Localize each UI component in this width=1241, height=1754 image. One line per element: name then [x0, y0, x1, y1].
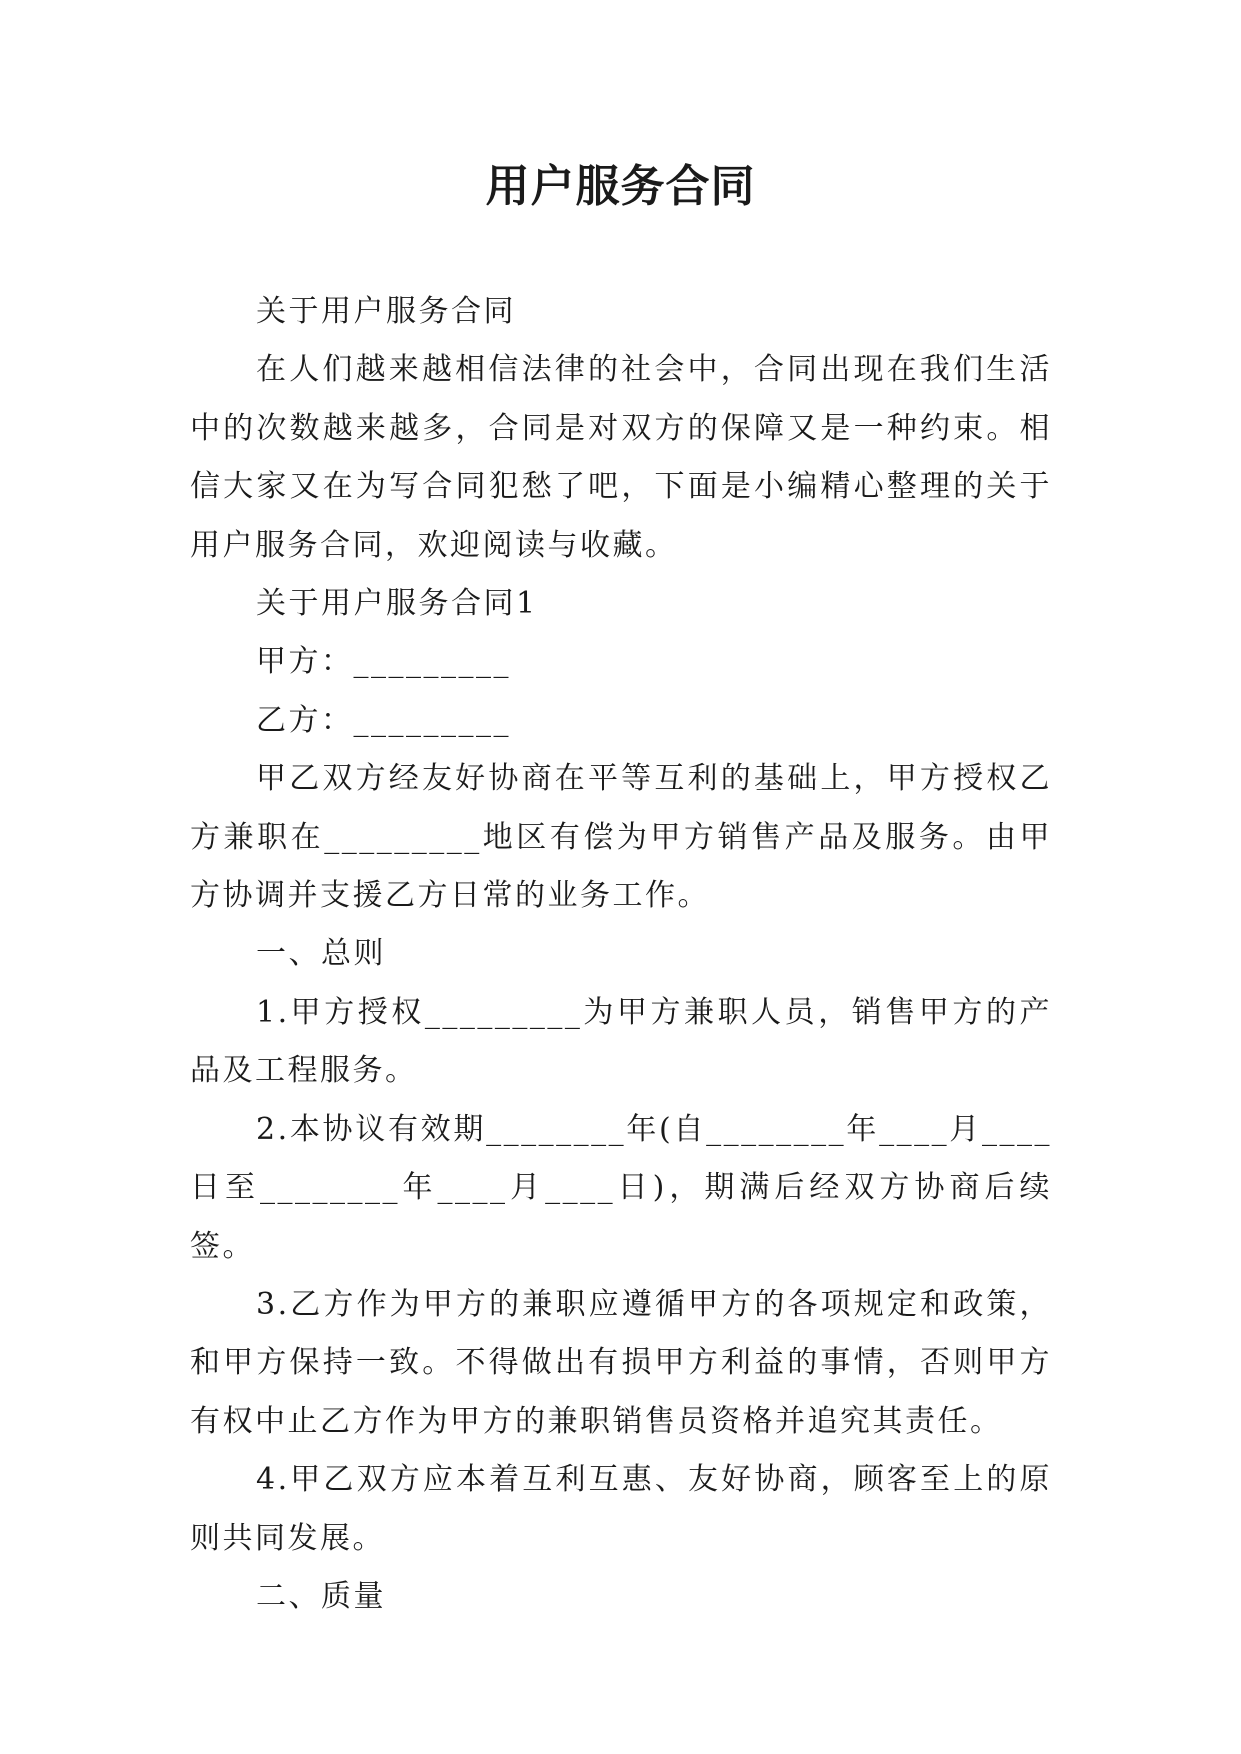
intro-heading: 关于用户服务合同 — [256, 294, 516, 329]
clause-3: 3.乙方作为甲方的兼职应遵循甲方的各项规定和政策，和甲方保持一致。不得做出有损甲方利益的事情，否则甲方有权中止乙方作为甲方的兼职销售员资格并追究其责任。 — [190, 1286, 1052, 1439]
section-general-heading: 一、总则 — [256, 936, 386, 972]
clause-1: 1.甲方授权_________为甲方兼职人员，销售甲方的产品及工程服务。 — [190, 994, 1052, 1089]
section-quality-heading: 二、质量 — [256, 1578, 386, 1614]
document-title: 用户服务合同 — [485, 161, 756, 212]
document-body — [190, 283, 1052, 1626]
preamble-paragraph: 甲乙双方经友好协商在平等互利的基础上，甲方授权乙方兼职在_________地区有偿为甲方销售产品及服务。由甲方协调并支援乙方日常的业务工作。 — [190, 761, 1052, 914]
clause-4: 4.甲乙双方应本着互利互惠、友好协商，顾客至上的原则共同发展。 — [190, 1462, 1052, 1556]
party-b-line: 乙方：_________ — [256, 702, 511, 738]
intro-paragraph: 在人们越来越相信法律的社会中，合同出现在我们生活中的次数越来越多，合同是对双方的保障又是一种约束。相信大家又在为写合同犯愁了吧，下面是小编精心整理的关于用户服务合同，欢迎阅读与收藏。 — [190, 352, 1052, 563]
clause-2: 2.本协议有效期________年(自________年____月____日至________年____月____日)，期满后经双方协商后续签。 — [190, 1111, 1052, 1264]
contract-heading: 关于用户服务合同1 — [256, 586, 538, 622]
party-a-line: 甲方：_________ — [256, 644, 511, 680]
